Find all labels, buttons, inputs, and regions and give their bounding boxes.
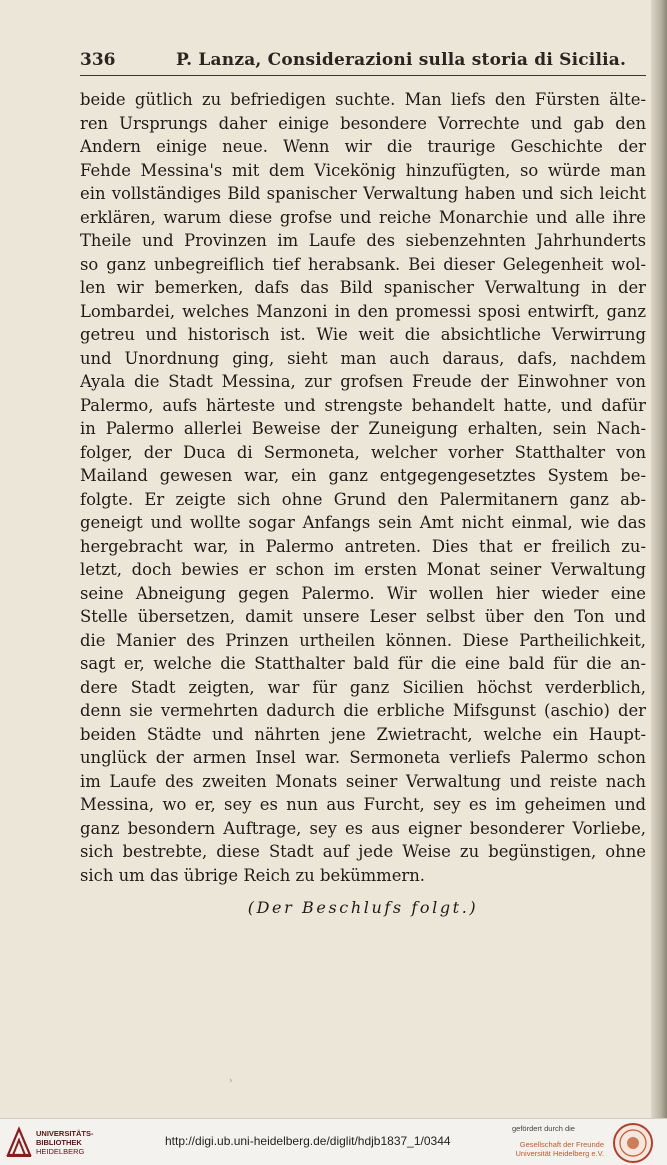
page-edge-shadow xyxy=(651,0,667,1118)
text-line: Ayala die Stadt Messina, zur grofsen Freude der Einwohner von xyxy=(80,372,646,391)
library-name-line: BIBLIOTHEK xyxy=(36,1138,82,1147)
text-line: len wir bemerken, dafs das Bild spanischer Verwaltung in der xyxy=(80,278,646,297)
text-line: getreu und historisch ist. Wie weit die absichtliche Verwirrung xyxy=(80,325,646,344)
header-rule xyxy=(80,75,646,76)
text-line: ein vollständiges Bild spanischer Verwaltung haben und sich leicht xyxy=(80,184,646,203)
text-line: ren Ursprungs daher einige besondere Vorrechte und gab den xyxy=(80,113,646,133)
page-header xyxy=(80,44,646,74)
digitization-footer xyxy=(0,1118,667,1165)
stray-mark: › xyxy=(229,1076,233,1086)
sponsor-name-line: Universität Heidelberg e.V. xyxy=(515,1149,604,1158)
sponsor-name xyxy=(510,1140,604,1158)
sponsor-block xyxy=(510,1124,604,1158)
text-line: Palermo, aufs härteste und strengste behandelt hatte, und dafür xyxy=(80,395,646,415)
text-line: erklären, warum diese grofse und reiche Monarchie und alle ihre xyxy=(80,207,646,227)
text-line: Stelle übersetzen, damit unsere Leser selbst über den Ton und xyxy=(80,607,646,626)
text-line: folger, der Duca di Sermoneta, welcher vorher Statthalter von xyxy=(80,442,646,462)
university-seal-icon xyxy=(612,1122,654,1164)
text-line: im Laufe des zweiten Monats seiner Verwaltung und reiste nach xyxy=(80,771,646,791)
text-line: denn sie vermehrten dadurch die erbliche Mifsgunst (aschio) der xyxy=(80,701,646,720)
body-text xyxy=(80,88,646,887)
text-line: und Unordnung ging, sieht man auch daraus, dafs, nachdem xyxy=(80,348,646,368)
running-head: P. Lanza, Considerazioni sulla storia di Sicilia. xyxy=(176,50,627,70)
permalink-url[interactable]: http://digi.ub.uni-heidelberg.de/diglit/hdjb1837_1/0344 xyxy=(165,1134,451,1148)
text-line: so ganz unbegreiflich tief herabsank. Bei dieser Gelegenheit wol- xyxy=(80,254,646,274)
text-line: Mailand gewesen war, ein ganz entgegengesetztes System be- xyxy=(80,466,646,485)
text-line: unglück der armen Insel war. Sermoneta verliefs Palermo schon xyxy=(80,748,646,767)
page-number: 336 xyxy=(80,50,116,70)
text-line: ganz besondern Auftrage, sey es aus eigner besonderer Vorliebe, xyxy=(80,818,646,838)
text-line: seine Abneigung gegen Palermo. Wir wollen hier wieder eine xyxy=(80,583,646,603)
text-line: sich bestrebte, diese Stadt auf jede Weise zu begünstigen, ohne xyxy=(80,842,646,861)
library-name xyxy=(36,1129,94,1156)
text-line: beide gütlich zu befriedigen suchte. Man liefs den Fürsten älte- xyxy=(80,90,646,109)
funded-by-label: gefördert durch die xyxy=(512,1124,575,1133)
text-line: Andern einige neue. Wenn wir die traurige Geschichte der xyxy=(80,137,646,156)
text-line: Fehde Messina's mit dem Vicekönig hinzufügten, so würde man xyxy=(80,160,646,180)
text-line: Theile und Provinzen im Laufe des siebenzehnten Jahrhunderts xyxy=(80,231,646,250)
library-logo-icon xyxy=(6,1125,32,1159)
library-name-line: HEIDELBERG xyxy=(36,1147,85,1156)
text-line: beiden Städte und nährten jene Zwietracht, welche ein Haupt- xyxy=(80,724,646,744)
text-line: hergebracht war, in Palermo antreten. Dies that er freilich zu- xyxy=(80,536,646,556)
text-line: geneigt und wollte sogar Anfangs sein Amt nicht einmal, wie das xyxy=(80,513,646,532)
text-line: Lombardei, welches Manzoni in den promessi sposi entwirft, ganz xyxy=(80,301,646,321)
text-line: in Palermo allerlei Beweise der Zuneigung erhalten, sein Nach- xyxy=(80,419,646,438)
text-line: sich um das übrige Reich zu bekümmern. xyxy=(80,865,426,885)
text-line: letzt, doch bewies er schon im ersten Monat seiner Verwaltung xyxy=(80,560,646,579)
sponsor-name-line: Gesellschaft der Freunde xyxy=(519,1140,604,1149)
text-line: folgte. Er zeigte sich ohne Grund den Palermitanern ganz ab- xyxy=(80,489,646,509)
library-name-line: UNIVERSITÄTS- xyxy=(36,1129,94,1138)
text-line: die Manier des Prinzen urtheilen können. Diese Partheilichkeit, xyxy=(80,630,646,650)
text-line: Messina, wo er, sey es nun aus Furcht, sey es im geheimen und xyxy=(80,795,646,814)
continuation-note: (Der Beschlufs folgt.) xyxy=(247,898,479,917)
text-line: dere Stadt zeigten, war für ganz Sicilien höchst verderblich, xyxy=(80,677,646,697)
text-line: sagt er, welche die Statthalter bald für die eine bald für die an- xyxy=(80,654,646,673)
